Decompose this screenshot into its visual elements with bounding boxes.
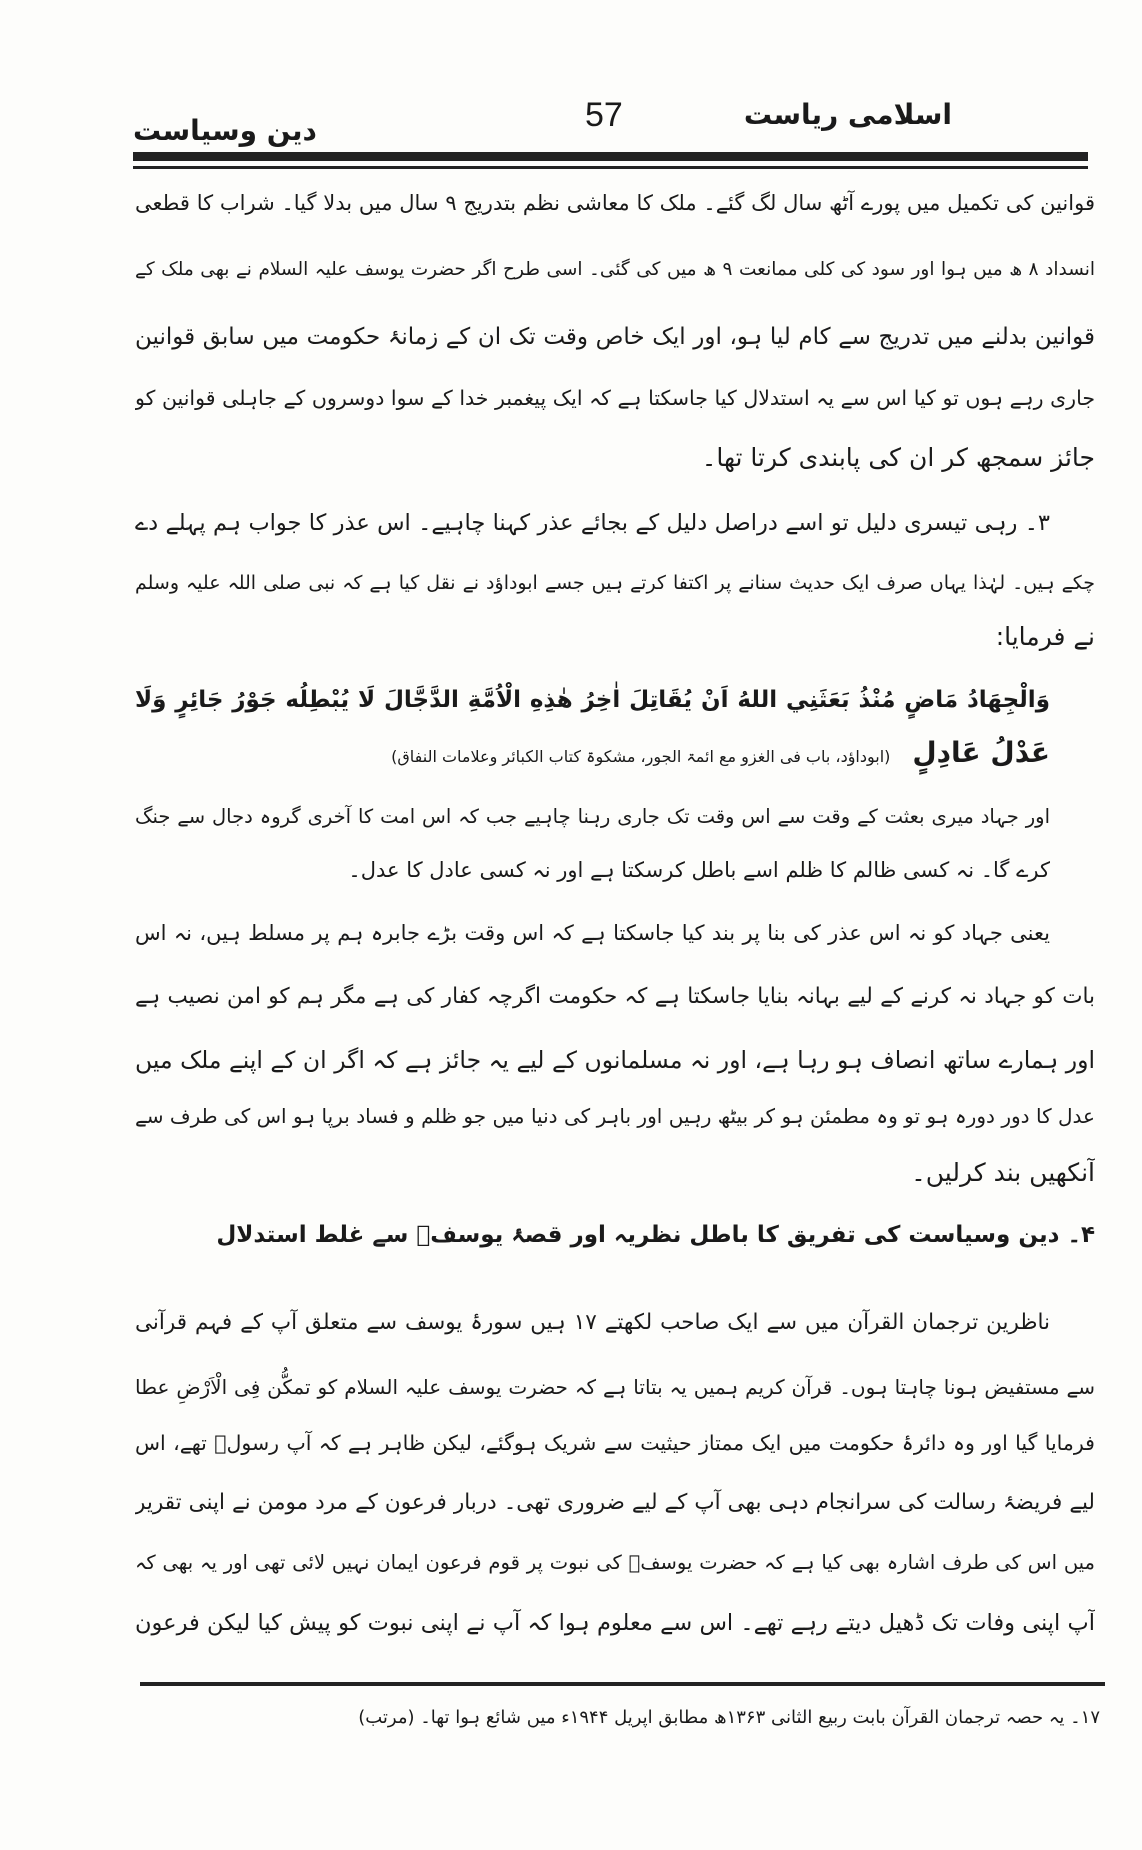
text-line: لیے فریضۂ رسالت کی سرانجام دہی بھی آپ کے لیے ضروری تھی۔ دربار فرعون کے مرد مومن نے اپنی تقریر xyxy=(135,1490,1095,1515)
text-line: اور ہمارے ساتھ انصاف ہو رہا ہے، اور نہ مسلمانوں کے لیے یہ جائز ہے کہ اگر ان کے اپنے ملک میں xyxy=(135,1046,1095,1074)
section-heading: ۴۔ دین وسیاست کی تفریق کا باطل نظریہ اور قصۂ یوسفؑ سے غلط استدلال xyxy=(216,1222,1095,1248)
arabic-text: عَدْلُ عَادِلٍ xyxy=(912,736,1050,769)
arabic-line-2 xyxy=(135,727,1050,779)
text-line: قوانین بدلنے میں تدریج سے کام لیا ہو، اور ایک خاص وقت تک ان کے زمانۂ حکومت میں سابق قوانین xyxy=(135,324,1095,350)
text-line: جائز سمجھ کر ان کی پابندی کرتا تھا۔ xyxy=(701,443,1095,472)
text-line: ۳۔ رہی تیسری دلیل تو اسے دراصل دلیل کے بجائے عذر کہنا چاہیے۔ اس عذر کا جواب ہم پہلے دے xyxy=(135,510,1050,536)
text-line: ناظرین ترجمان القرآن میں سے ایک صاحب لکھتے ۱۷ ہیں سورۂ یوسف سے متعلق آپ کے فہم قرآنی xyxy=(135,1310,1050,1335)
text-line: انسداد ۸ ھ میں ہوا اور سود کی کلی ممانعت ۹ ھ میں کی گئی۔ اسی طرح اگر حضرت یوسف علیہ السلام نے بھی ملک کے xyxy=(135,259,1095,280)
header-rule-thin xyxy=(133,166,1088,169)
arabic-line: وَالْجِهَادُ مَاضٍ مُنْذُ بَعَثَنِي اللهُ اَنْ يُقَاتِلَ اٰخِرُ هٰذِهِ الْاُمَّةِ الدَّجَّالَ لَا يُبْطِلُه جَوْرُ جَائِرٍ وَلَا xyxy=(135,687,1050,713)
text-line: نے فرمایا: xyxy=(995,622,1095,651)
text-line: میں اس کی طرف اشارہ بھی کیا ہے کہ حضرت یوسفؑ کی نبوت پر قوم فرعون ایمان نہیں لائی تھی اور یہ بھی کہ xyxy=(135,1551,1095,1574)
footnote-rule xyxy=(140,1682,1105,1686)
text-line: بات کو جہاد نہ کرنے کے لیے بہانہ بنایا جاسکتا ہے کہ حکومت اگرچہ کفار کی ہے مگر ہم کو امن نصیب ہے xyxy=(135,984,1095,1009)
text-line: قوانین کی تکمیل میں پورے آٹھ سال لگ گئے۔ ملک کا معاشی نظم بتدریج ۹ سال میں بدلا گیا۔ شراب کا قطعی xyxy=(135,191,1095,215)
text-line: آپ اپنی وفات تک ڈھیل دیتے رہے تھے۔ اس سے معلوم ہوا کہ آپ نے اپنی نبوت کو پیش کیا لیکن فرعون xyxy=(135,1610,1095,1636)
text-line: فرمایا گیا اور وہ دائرۂ حکومت میں ایک ممتاز حیثیت سے شریک ہوگئے، لیکن ظاہر ہے کہ آپ رسولؑ تھے، اس xyxy=(135,1431,1095,1455)
header-chapter-title: دین وسیاست xyxy=(133,114,317,147)
footnote: ۱۷۔ یہ حصہ ترجمان القرآن بابت ربیع الثانی ۱۳۶۳ھ مطابق اپریل ۱۹۴۴ء میں شائع ہوا تھا۔ (مرتب) xyxy=(358,1707,1100,1728)
hadith-citation: (ابوداؤد، باب فی الغزو مع ائمۃ الجور، مشکوۃ کتاب الکبائر وعلامات النفاق) xyxy=(391,747,891,766)
text-line: کرے گا۔ نہ کسی ظالم کا ظلم اسے باطل کرسکتا ہے اور نہ کسی عادل کا عدل۔ xyxy=(348,858,1050,882)
text-line: جاری رہے ہوں تو کیا اس سے یہ استدلال کیا جاسکتا ہے کہ ایک پیغمبر خدا کے سوا دوسروں کے جاہلی قوانین کو xyxy=(135,386,1095,410)
header-rule-thick xyxy=(133,152,1088,161)
page-number: 57 xyxy=(585,96,623,134)
text-line: یعنی جہاد کو نہ اس عذر کی بنا پر بند کیا جاسکتا ہے کہ اس وقت بڑے جابرہ ہم پر مسلط ہیں، نہ اس xyxy=(135,921,1050,945)
text-line: عدل کا دور دورہ ہو تو وہ مطمئن ہو کر بیٹھ رہیں اور باہر کی دنیا میں جو ظلم و فساد برپا ہو اس کی طرف سے xyxy=(135,1104,1095,1128)
text-line: سے مستفیض ہونا چاہتا ہوں۔ قرآن کریم ہمیں یہ بتاتا ہے کہ حضرت یوسف علیہ السلام کو تمکُّن فِی الْاَرْضِ عطا xyxy=(135,1375,1095,1399)
text-line: آنکھیں بند کرلیں۔ xyxy=(911,1158,1095,1187)
header-book-title: اسلامی ریاست xyxy=(743,98,952,131)
text-line: چکے ہیں۔ لہٰذا یہاں صرف ایک حدیث سنانے پر اکتفا کرتے ہیں جسے ابوداؤد نے نقل کیا ہے کہ نبی صلی اللہ علیہ وسلم xyxy=(135,572,1095,594)
text-line: اور جہاد میری بعثت کے وقت سے اس وقت تک جاری رہنا چاہیے جب کہ اس امت کا آخری گروہ دجال سے جنگ xyxy=(135,805,1050,828)
